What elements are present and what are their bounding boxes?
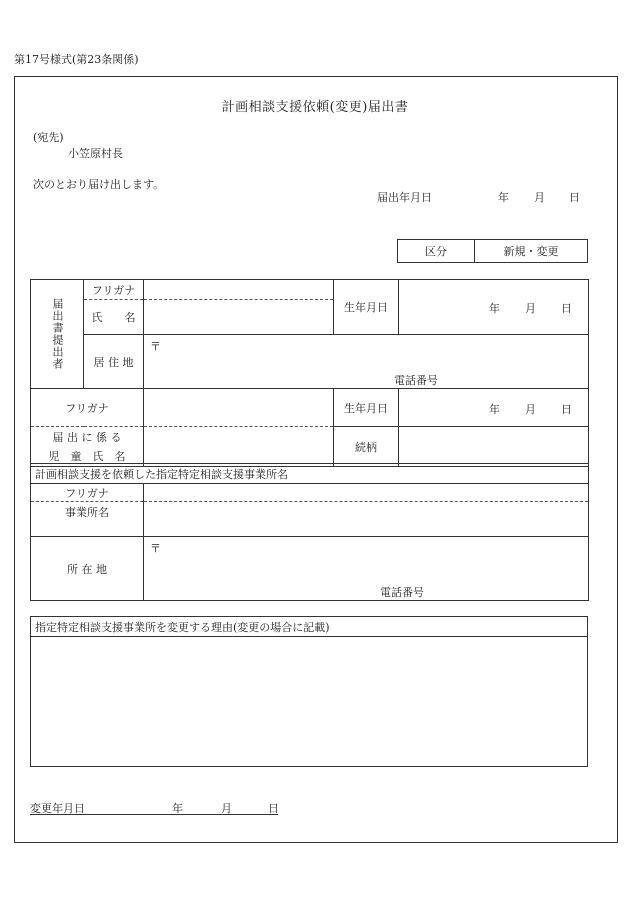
child-relation-field[interactable]: [399, 427, 589, 467]
provider-furigana-label: フリガナ: [31, 484, 144, 502]
change-date-year: 年: [172, 802, 183, 815]
intro-text: 次のとおり届け出します。: [33, 178, 165, 191]
change-date-label: 変更年月日: [30, 802, 85, 815]
addressee-prefix: (宛先): [33, 131, 64, 144]
notify-date-month: 月: [534, 191, 545, 204]
provider-postal-mark: 〒: [150, 542, 161, 555]
notify-date-year: 年: [498, 191, 509, 204]
category-table: [397, 239, 588, 263]
child-furigana-label: フリガナ: [31, 389, 144, 427]
provider-table: [30, 463, 589, 601]
reason-header: 指定特定相談支援事業所を変更する理由(変更の場合に記載): [31, 617, 588, 637]
provider-header: 計画相談支援を依頼した指定特定相談支援事業所名: [31, 464, 589, 484]
child-furigana-field[interactable]: [144, 389, 334, 427]
submitter-furigana-field[interactable]: [144, 280, 334, 300]
provider-address-label: 所 在 地: [31, 537, 144, 601]
child-birth-label: 生年月日: [334, 389, 399, 427]
submitter-table: [30, 279, 589, 467]
form-title: 計画相談支援依頼(変更)届出書: [221, 100, 409, 115]
submitter-name-field[interactable]: [144, 300, 334, 335]
notify-date-label: 届出年月日: [377, 191, 432, 204]
child-name-field[interactable]: [144, 427, 334, 467]
submitter-address-label: 居 住 地: [84, 335, 144, 389]
submitter-phone-label: 電話番号: [394, 374, 438, 387]
submitter-birth-field[interactable]: 年 月 日: [399, 280, 589, 335]
child-relation-label: 続柄: [334, 427, 399, 467]
submitter-address-field[interactable]: [144, 335, 589, 389]
notify-date-day: 日: [569, 191, 580, 204]
provider-phone-label: 電話番号: [380, 586, 424, 599]
provider-address-field[interactable]: [144, 537, 589, 601]
addressee-name: 小笠原村長: [68, 147, 123, 160]
reason-field[interactable]: [31, 637, 588, 767]
provider-name-label: 事業所名: [31, 502, 144, 537]
submitter-name-label: 氏 名: [84, 300, 144, 335]
reason-table: [30, 616, 588, 767]
submitter-group-label: 届出書提出者: [31, 280, 84, 389]
category-label: 区分: [398, 240, 475, 263]
submitter-postal-mark: 〒: [150, 340, 161, 353]
child-name-label: 届 出 に 係 る 児 童 氏 名: [31, 427, 144, 467]
provider-furigana-field[interactable]: [144, 484, 589, 502]
form-number: 第17号様式(第23条関係): [14, 53, 139, 66]
submitter-furigana-label: フリガナ: [84, 280, 144, 300]
change-date-month: 月: [221, 802, 232, 815]
submitter-birth-label: 生年月日: [334, 280, 399, 335]
category-value[interactable]: 新規・変更: [475, 240, 588, 263]
provider-name-field[interactable]: [144, 502, 589, 537]
change-date-day: 日: [268, 802, 279, 815]
child-birth-field[interactable]: 年 月 日: [399, 389, 589, 427]
